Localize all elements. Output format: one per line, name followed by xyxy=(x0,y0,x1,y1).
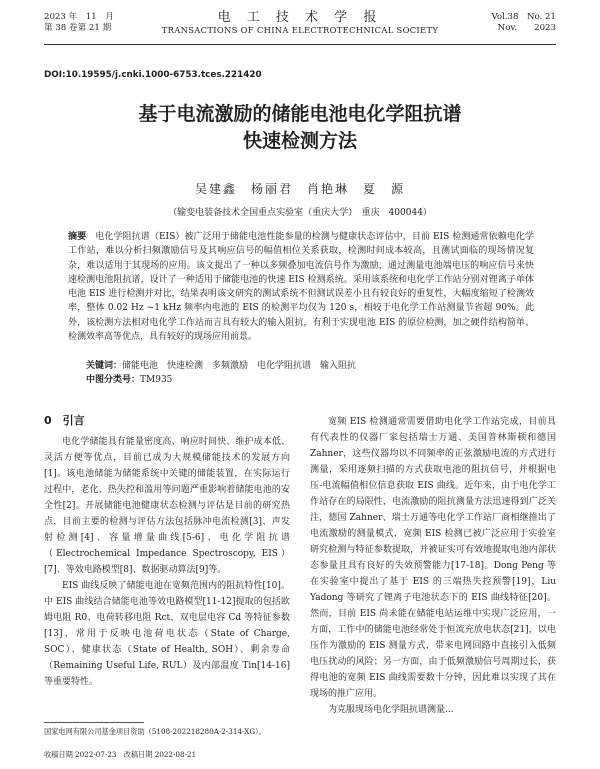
header-rule xyxy=(44,44,556,45)
header-right xyxy=(491,12,556,34)
paper-title-line-2: 快速检测方法 xyxy=(242,130,357,152)
footnote-rule xyxy=(44,722,144,723)
clc-label: 中图分类号： xyxy=(86,375,141,385)
footnote-dates: 收稿日期 2022-07-23 改稿日期 2022-08-21 xyxy=(44,750,197,759)
paragraph: 宽频 EIS 检测通常需要借助电化学工作站完成，目前具有代表性的仪器厂家包括瑞士万通、美国普林斯顿和德国 Zahner，这些仪器均以不同频率的正弦激励电流的方式进行测量，采用逐频扫描的方式获取电池的阻抗信号，并根据电压-电流幅值相位信息获取 EIS 曲线。近年来，由于电化学工作站存在的局限性，电流激励的阻抗测量方法迅速得到广泛关注，德国 Zahner、瑞士万通等电化学工作站厂商相继推出了电流激励的测量模式，宽频 EIS 检测已被广泛应用于实验室研究检测与特征参数提取，并被证实可有效地提取电池内部状态参量且具有良好的失效预警能力[17-18]。Dong Peng 等在实验室中提出了基于 EIS 的三端热失控预警[19]，Liu Yadong 等研究了锂离子电池状态下的 EIS 曲线特征[20]。然而，目前 EIS 尚未能在储能电站运维中实现广泛应用，一方面，工作中的储能电池经常处于恒流充放电状态[21]，以电压作为激励的 EIS 测量方式，带来电网回路中直接引入低频电压扰动的风险；另一方面，由于低频激励信号周期过长，获得电池的宽频 EIS 曲线需要数十分钟，因此难以实现了其在现场的推广应用。 xyxy=(310,417,556,699)
month-year: Nov. 2023 xyxy=(497,23,556,33)
volume-issue: 第 38 卷第 21 期 xyxy=(44,23,112,33)
paragraph: EIS 曲线反映了储能电池在宽频范围内的阻抗特性[10]。中 EIS 曲线结合储能电池等效电路模型[11-12]提取的包括欧姆电阻 R0、电荷转移电阻 Rct、双电层电容 Cd 等特征参数[13]，常用于反映电池荷电状态（State of Charge, SOC）、健康状态（State of Health, SOH）、剩余寿命（Remaining Useful Life, RUL）及内部温度 Tin[14-16]等重要特性。 xyxy=(44,581,290,687)
affiliation: （输变电装备技术全国重点实验室（重庆大学） 重庆 400044） xyxy=(168,208,432,218)
journal-title-en: TRANSACTIONS OF CHINA ELECTROTECHNICAL SOCIETY xyxy=(161,25,439,35)
journal-title-cn: 电 工 技 术 学 报 xyxy=(217,10,383,25)
right-column xyxy=(310,414,556,718)
keywords-text: 储能电池 快速检测 多频激励 电化学阻抗谱 输入阻抗 xyxy=(122,361,357,371)
section-title: 引言 xyxy=(62,414,85,427)
paragraph: 为克服现场电化学阻抗谱测量... xyxy=(328,705,454,715)
abstract-text: 电化学阻抗谱（EIS）被广泛用于储能电池性能参量的检测与健康状态评估中，目前 EIS 检测通常依赖电化学工作站，难以分析扫频激励信号及其响应信号的幅值相位关系获取，检测时间成本较高，且测试面临的现场情况复杂，难以适用于其现场的应用。该文提出了一种以多频叠加电流信号作为激励，通过测量电池端电压的响应信号来快速检测电池阻抗谱，设计了一种适用于储能电池的快速 EIS 检测系统。采用该系统和电化学工作站分别对锂离子单体电池 EIS 进行检测并对比，结果表明该文研究的测试系统不但测试误差小且有较良好的重复性，大幅度缩短了检测效率，整体 0.02 Hz ~1 kHz 频率内电池的 EIS 的检测平均仅为 120 s，相较于电化学工作站测量节省超 90%。此外，该检测方法相对电化学工作站而言具有较大的输入阻抗，有利于实现电池 EIS 的原位检测，加之硬件结构简单、检测效率高等优点，具有较好的现场应用前景。 xyxy=(68,232,534,343)
abstract xyxy=(68,230,534,344)
section-heading xyxy=(44,412,85,428)
keywords xyxy=(86,359,534,373)
clc-number xyxy=(86,373,172,387)
footnote-fund: 国家电网有限公司基金项目资助（5108-202218280A-2-314-XG）。 xyxy=(44,727,266,736)
clc-value: TM935 xyxy=(140,375,173,385)
vol-no: Vol.38 No. 21 xyxy=(491,12,556,22)
section-number: 0 xyxy=(44,414,52,427)
keywords-label: 关键词： xyxy=(86,361,123,371)
paragraph: 电化学储能具有能量密度高、响应时间快、维护成本低、灵活方便等优点，目前已成为大规模储能技术的发展方向[1]。该电池储能为储能系统中关键的储能装置，在实际运行过程中，老化、热失控和滥用等问题严重影响着储能电池的安全性[2]。开展储能电池健康状态检测与评估是目前的研究热点，目前主要的检测与评估方法包括脉冲电流检测[3]、声发射检测[4]、容量增量曲线[5-6]、电化学阻抗谱（Electrochemical Impedance Spectroscopy, EIS）[7]、等效电路模型[8]、数据驱动算法[9]等。 xyxy=(44,437,290,575)
abstract-label: 摘要 xyxy=(68,232,87,242)
doi[interactable]: DOI:10.19595/j.cnki.1000-6753.tces.221420 xyxy=(44,70,262,80)
issue-date: 2023 年 11 月 xyxy=(44,12,114,22)
left-column xyxy=(44,434,290,690)
paper-title-line-1: 基于电流激励的储能电池电化学阻抗谱 xyxy=(138,103,462,125)
authors: 吴建鑫 杨丽君 肖艳琳 夏 源 xyxy=(194,182,405,196)
